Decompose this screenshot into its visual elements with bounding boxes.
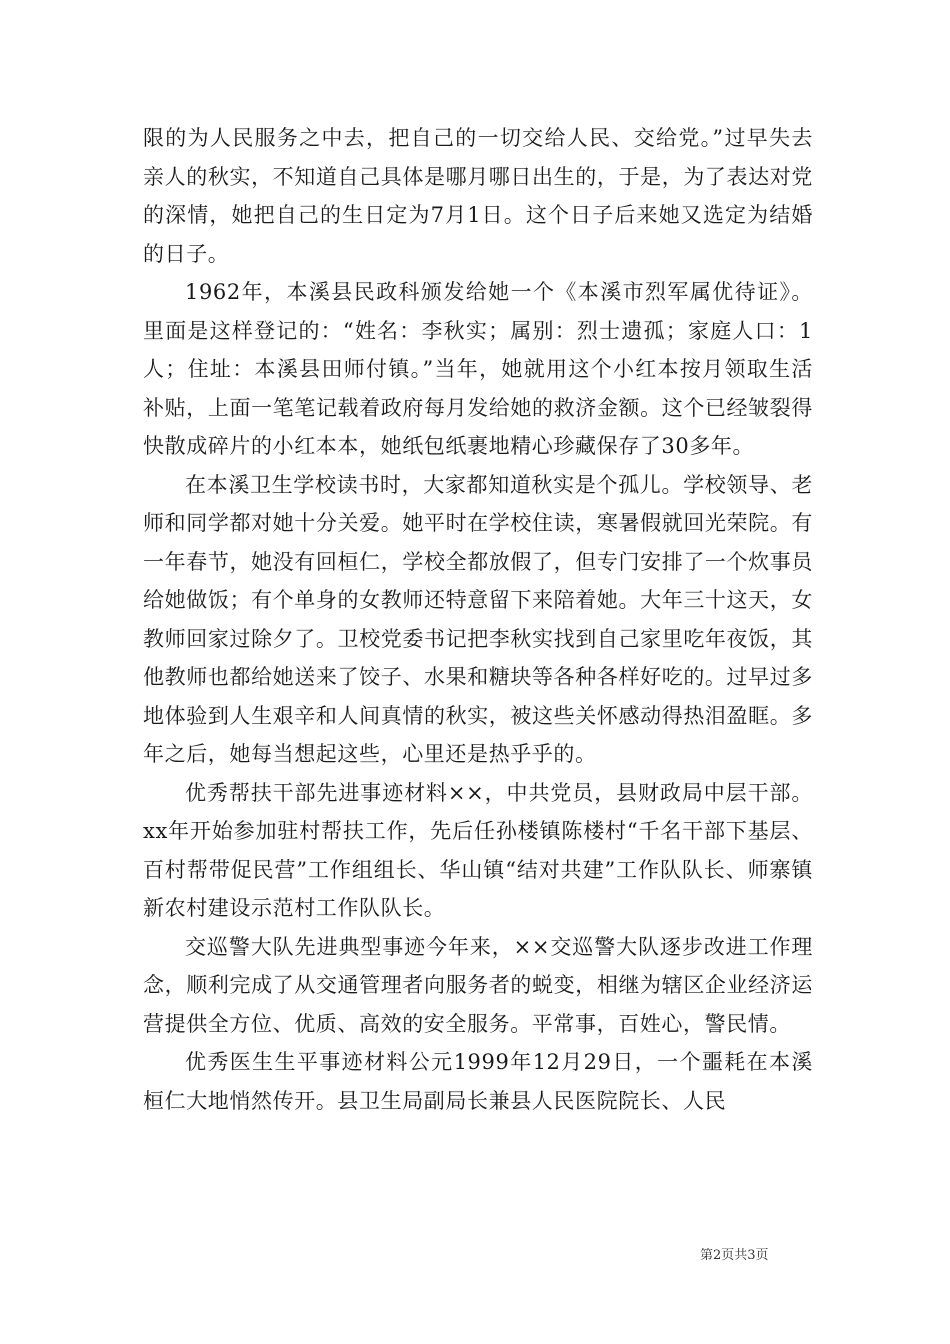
paragraph-1: 限的为人民服务之中去，把自己的一切交给人民、交给党。”过早失去亲人的秋实，不知道自己具体是哪月哪日出生的，于是，为了表达对党的深情，她把自己的生日定为7月1日。这个日子后来她又选定为结婚的日子。 <box>143 126 813 266</box>
paragraph-4: 优秀帮扶干部先进事迹材料××，中共党员，县财政局中层干部。xx年开始参加驻村帮扶工作，先后任孙楼镇陈楼村“千名干部下基层、百村帮带促民营”工作组组长、华山镇“结对共建”工作队队长、师寨镇新农村建设示范村工作队队长。 <box>143 780 813 920</box>
document-body <box>143 119 813 1120</box>
paragraph-6: 优秀医生生平事迹材料公元1999年12月29日，一个噩耗在本溪桓仁大地悄然传开。县卫生局副局长兼县人民医院院长、人民 <box>143 1050 813 1113</box>
page-number-footer: 第2页共3页 <box>700 1248 769 1263</box>
paragraph-5: 交巡警大队先进典型事迹今年来，××交巡警大队逐步改进工作理念，顺利完成了从交通管理者向服务者的蜕变，相继为辖区企业经济运营提供全方位、优质、高效的安全服务。平常事，百姓心，警民情。 <box>143 934 813 1036</box>
paragraph-3: 在本溪卫生学校读书时，大家都知道秋实是个孤儿。学校领导、老师和同学都对她十分关爱。她平时在学校住读，寒暑假就回光荣院。有一年春节，她没有回桓仁，学校全都放假了，但专门安排了一个炊事员给她做饭；有个单身的女教师还特意留下来陪着她。大年三十这天，女教师回家过除夕了。卫校党委书记把李秋实找到自己家里吃年夜饭，其他教师也都给她送来了饺子、水果和糖块等各种各样好吃的。过早过多地体验到人生艰辛和人间真情的秋实，被这些关怀感动得热泪盈眶。多年之后，她每当想起这些，心里还是热乎乎的。 <box>143 472 813 766</box>
paragraph-2: 1962年，本溪县民政科颁发给她一个《本溪市烈军属优待证》。里面是这样登记的：“姓名：李秋实；属别：烈士遗孤；家庭人口：1人；住址：本溪县田师付镇。”当年，她就用这个小红本按月领取生活补贴，上面一笔笔记载着政府每月发给她的救济金额。这个已经皱裂得快散成碎片的小红本本，她纸包纸裹地精心珍藏保存了30多年。 <box>143 280 813 458</box>
